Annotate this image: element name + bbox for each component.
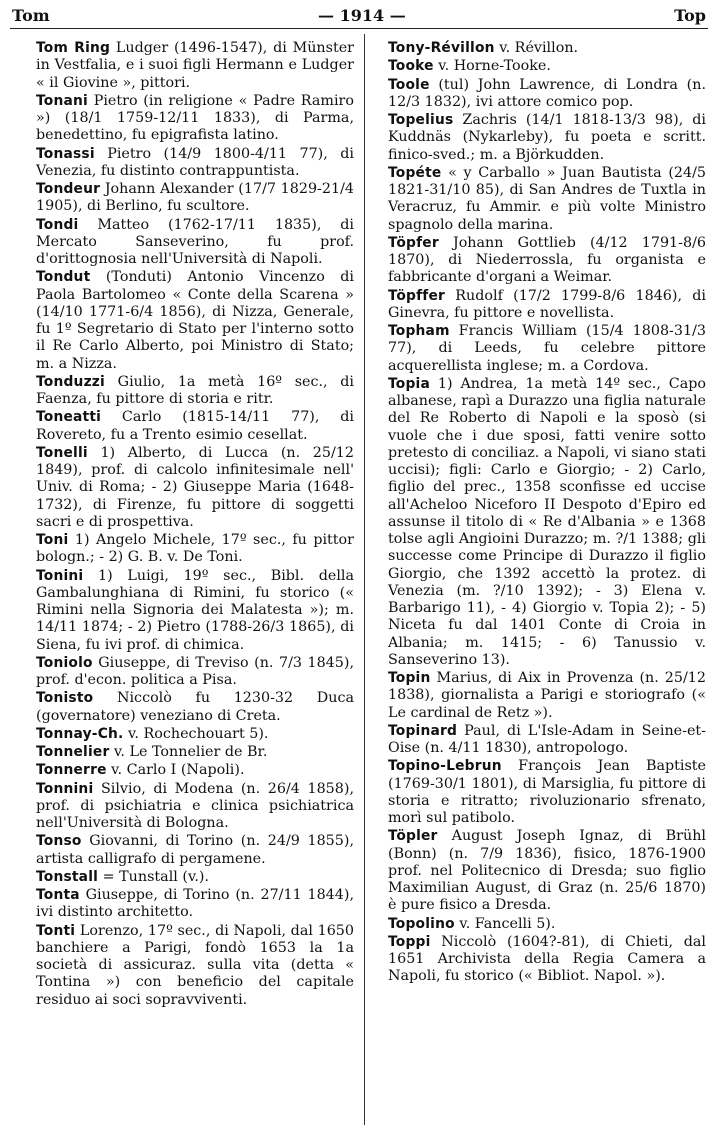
entry [388, 112, 706, 164]
headword: Topolino [388, 915, 455, 932]
entry-text: Niccolò (1604?-81), di Chieti, dal 1651 Archivista della Regia Camera a Napoli, fu storico (« Bibliot. Napol. »). [388, 933, 706, 985]
headword: Tonani [36, 92, 88, 109]
entry-text: Niccolò fu 1230-32 Duca (governatore) veneziano di Creta. [36, 690, 354, 724]
entry [36, 887, 354, 922]
entry-text: Silvio, di Modena (n. 26/4 1858), prof. di psichiatria e clinica psichiatrica nell'Università di Bologna. [36, 780, 354, 831]
entry-text: (tul) John Lawrence, di Londra (n. 12/3 1832), ivi attore comico pop. [388, 76, 706, 110]
entry-text: v. Le Tonnelier de Br. [109, 744, 268, 760]
entry [36, 762, 354, 779]
entry [36, 532, 354, 567]
headword: Tonduzzi [36, 373, 105, 390]
headword: Tom Ring [36, 40, 111, 56]
headword: Toni [36, 532, 69, 548]
entry [388, 758, 706, 827]
entry-text: v. Carlo I (Napoli). [106, 762, 245, 779]
entry-text: 1) Andrea, 1a metà 14º sec., Capo albanese, rapì a Durazzo una figlia naturale del Re Roberto di Napoli e la sposò (si vuole che i due sposi, fatti venire sotto pretesto di conciliaz. a Napoli, vi siano stati uccisi); figli: Carlo e Giorgio; - 2) Carlo, figlio del prec., 1358 sconfisse ed uccise all'Acheloo Niceforo II Despoto d'Epiro ed assunse il titolo di « Re d'Albania » e 1368 tolse agli Angioini Durazzo; m. ?/1 1388; gli successe come Principe di Durazzo il figlio Giorgio, che 1392 accettò la protez. di Venezia (m. ?/10 1392); - 3) Elena v. Barbarigo 11), - 4) Giorgio v. Topia 2); - 5) Niceta fu dal 1401 Conte di Croia in Albania; m. 1415; - 6) Tanussio v. Sanseverino 13). [388, 375, 706, 668]
entry [36, 146, 354, 181]
headword: Tonisto [36, 690, 94, 707]
entry-text: Giulio, 1a metà 16º sec., di Faenza, fu pittore di storia e ritr. [36, 373, 354, 407]
header-rule [10, 28, 708, 29]
headword: Tony-Révillon [388, 40, 495, 56]
headword: Tondeur [36, 181, 101, 197]
entry-text: 1) Angelo Michele, 17º sec., fu pittor bologn.; - 2) G. B. v. De Toni. [36, 532, 354, 566]
headword: Töpffer [388, 287, 446, 304]
page-header [12, 4, 706, 26]
entry [36, 726, 354, 743]
headword: Tonso [36, 833, 82, 850]
headword: Töpfer [388, 234, 439, 251]
headword: Topelius [388, 112, 454, 128]
entry-text: Carlo (1815-14/11 77), di Rovereto, fu a Trento esimio cesellat. [36, 409, 354, 443]
entry-text: Francis William (15/4 1808-31/3 77), di Leeds, fu celebre pittore acquerellista inglese; m. a Cordova. [388, 323, 706, 374]
entry-text: Matteo (1762-17/11 1835), di Mercato Sanseverino, fu prof. d'orittognosia nell'Università di Napoli. [36, 216, 354, 267]
entry [388, 670, 706, 722]
header-right-guide-word: Top [674, 5, 706, 25]
headword: Toole [388, 76, 430, 93]
entry-text: Johann Gottlieb (4/12 1791-8/6 1870), di Niederrossla, fu organista e fabbricante d'organi a Weimar. [388, 234, 706, 286]
entry-text: Paul, di L'Isle-Adam in Seine-et-Oise (n. 4/11 1830), antropologo. [388, 722, 706, 756]
entry [388, 165, 706, 234]
entry-text: v. Révillon. [494, 40, 579, 56]
entry [36, 181, 354, 216]
entry-text: Rudolf (17/2 1799-8/6 1846), di Ginevra, fu pittore e novellista. [388, 287, 706, 321]
entry-text: Pietro (14/9 1800-4/11 77), di Venezia, fu distinto contrappuntista. [36, 145, 354, 179]
headword: Toniolo [36, 654, 93, 671]
entry-text: Giuseppe, di Treviso (n. 7/3 1845), prof. d'econ. politica a Pisa. [36, 654, 354, 688]
entry [36, 568, 354, 654]
entry-text: Zachris (14/1 1818-13/3 98), di Kuddnäs (Nykarleby), fu poeta e scritt. finico-sved.; m. a Björkudden. [388, 112, 706, 163]
entry [36, 655, 354, 690]
headword: Tondi [36, 216, 79, 233]
entry [36, 409, 354, 444]
right-column [388, 40, 706, 987]
headword: Tonstall [36, 868, 99, 885]
entry [36, 744, 354, 761]
entry-text: v. Rochechouart 5). [123, 725, 269, 742]
entry [36, 374, 354, 409]
entry [36, 217, 354, 269]
entry-text: Marius, di Aix in Provenza (n. 25/12 1838), giornalista a Parigi e storiografo (« Le cardinal de Retz »). [388, 670, 706, 721]
left-column [36, 40, 354, 1010]
entry [36, 923, 354, 1009]
entry-text: Johann Alexander (17/7 1829-21/4 1905), di Berlino, fu scultore. [36, 181, 354, 215]
entry [388, 235, 706, 287]
entry-text: Giovanni, di Torino (n. 24/9 1855), artista calligrafo di pergamene. [36, 833, 354, 867]
entry [388, 723, 706, 758]
entry-text: (Tonduti) Antonio Vincenzo di Paola Bartolomeo « Conte della Scarena » (14/10 1771-6/4 1856), di Nizza, Generale, fu 1º Segretario di Stato per l'interno sotto il Re Carlo Alberto, poi Ministro di Stato; m. a Nizza. [36, 269, 354, 372]
headword: Tonnerre [36, 762, 107, 779]
headword: Tonassi [36, 145, 95, 162]
entry [36, 445, 354, 531]
headword: Topia [388, 375, 430, 392]
header-left-guide-word: Tom [12, 5, 50, 25]
entry [36, 40, 354, 92]
entry-text: Lorenzo, 17º sec., di Napoli, dal 1650 banchiere a Parigi, fondò 1653 la 1a società di assicuraz. sulla vita (detta « Tontina ») con beneficio del capitale residuo ai soci sopravviventi. [36, 922, 354, 1008]
entry [388, 934, 706, 986]
entry [36, 269, 354, 373]
entry [36, 833, 354, 868]
entry [388, 916, 706, 933]
entry-text: = Tunstall (v.). [98, 868, 210, 885]
headword: Tonti [36, 922, 76, 939]
headword: Topinard [388, 722, 458, 739]
headword: Tonnay-Ch. [36, 725, 124, 742]
headword: Tonta [36, 887, 80, 903]
headword: Topéte [388, 164, 442, 181]
entry [388, 40, 706, 57]
headword: Tondut [36, 269, 91, 286]
entry [388, 323, 706, 375]
entry-text: Pietro (in religione « Padre Ramiro ») (18/1 1759-12/11 1833), di Parma, benedettino, fu epigrafista latino. [36, 92, 354, 144]
headword: Tonelli [36, 444, 88, 461]
entry-text: François Jean Baptiste (1769-30/1 1801), di Marsiglia, fu pittore di storia e ritratto; rivoluzionario sfrenato, morì sul patibolo. [388, 758, 706, 826]
headword: Toppi [388, 933, 431, 950]
entry [36, 690, 354, 725]
entry-text: 1) Alberto, di Lucca (n. 25/12 1849), prof. di calcolo infinitesimale nell' Univ. di Roma; - 2) Giuseppe Maria (1648-1732), di Firenze, fu pittore di soggetti sacri e di prospettiva. [36, 444, 354, 530]
entry [36, 93, 354, 145]
headword: Töpler [388, 828, 438, 845]
headword: Topin [388, 670, 431, 686]
entry-text: Giuseppe, di Torino (n. 27/11 1844), ivi distinto architetto. [36, 887, 354, 921]
headword: Tonini [36, 567, 84, 584]
column-divider [364, 34, 365, 1125]
headword: Toneatti [36, 409, 102, 426]
headword: Tonnini [36, 780, 94, 797]
entry [36, 869, 354, 886]
entry-text: « y Carballo » Juan Bautista (24/5 1821-31/10 85), di San Andres de Tuxtla in Veracruz, fu Ammir. e più volte Ministro spagnolo della marina. [388, 164, 706, 233]
entry-text: August Joseph Ignaz, di Brühl (Bonn) (n. 7/9 1836), fisico, 1876-1900 prof. nel Politecnico di Dresda; suo figlio Maximilian August, di Graz (n. 25/6 1870) è pure fisico a Dresda. [388, 828, 706, 914]
headword: Topham [388, 323, 450, 339]
headword: Tooke [388, 58, 434, 75]
headword: Topino-Lebrun [388, 758, 502, 775]
entry-text: Ludger (1496-1547), di Münster in Vestfalia, e i suoi figli Hermann e Ludger « il Giovine », pittori. [36, 40, 354, 91]
entry [36, 781, 354, 833]
entry [388, 288, 706, 323]
entry [388, 58, 706, 75]
page-number: — 1914 — [318, 5, 406, 25]
entry [388, 376, 706, 669]
entry [388, 77, 706, 112]
entry [388, 828, 706, 914]
entry-text: v. Fancelli 5). [454, 915, 556, 932]
entry-text: 1) Luigi, 19º sec., Bibl. della Gambalunghiana di Rimini, fu storico (« Rimini nella Signoria dei Malatesta »); m. 14/11 1874; - 2) Pietro (1788-26/3 1865), di Siena, fu ivi prof. di chimica. [36, 567, 354, 653]
entry-text: v. Horne-Tooke. [433, 58, 551, 75]
headword: Tonnelier [36, 744, 110, 760]
